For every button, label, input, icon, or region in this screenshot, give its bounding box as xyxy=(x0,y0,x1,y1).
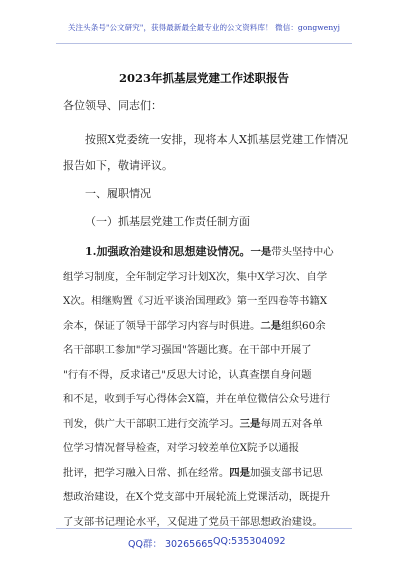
paragraph-line xyxy=(63,338,349,363)
paragraph-run-pre: 批评，把学习融入日常、抓在经常。 xyxy=(63,466,230,479)
paragraph-line xyxy=(63,436,349,461)
paragraph-line xyxy=(63,289,349,314)
paragraph-run-bold: 二是 xyxy=(260,319,282,332)
paragraph-run-pre: 组学习制度，全年制定学习计划X次，集中X学习次、自学 xyxy=(63,270,328,283)
paragraph-run-lead: 1.加强政治建设和思想建设情况。 xyxy=(85,245,251,258)
paragraph-run-pre: 位学习情况督导检查，对学习较差单位X院予以通报 xyxy=(63,442,299,454)
paragraph-line xyxy=(63,387,349,412)
body-paragraph xyxy=(63,240,349,534)
paragraph-run-pre: 和不足，收到手写心得体会X篇，并在单位微信公众号进行 xyxy=(63,393,331,405)
paragraph-run-pre: 名干部职工参加"学习强国"答题比赛。在干部中开展了 xyxy=(63,344,312,356)
paragraph-line xyxy=(63,240,349,265)
paragraph-run-pre: 想政治建设，在X个党支部中开展轮流上党课活动，既提升 xyxy=(63,491,331,503)
paragraph-line xyxy=(63,412,349,437)
paragraph-line xyxy=(63,314,349,339)
paragraph-run-post: 组织60余 xyxy=(281,319,326,332)
document-title: 2023年抓基层党建工作述职报告 xyxy=(118,71,289,85)
paragraph-run-pre: 了支部书记理论水平，又促进了党员干部思想政治建设。 xyxy=(63,515,323,528)
paragraph-run-bold: 四是 xyxy=(229,466,251,479)
header-divider xyxy=(56,43,352,44)
greeting: 各位领导、同志们： xyxy=(63,99,162,112)
paragraph-line xyxy=(63,363,349,388)
paragraph-run-post: 每周五对各单 xyxy=(260,417,323,430)
paragraph-run-pre: 余本，保证了领导干部学习内容与时俱进。 xyxy=(63,319,261,332)
paragraph-run-post: 带头坚持中心 xyxy=(271,246,334,258)
subsection-heading: （一）抓基层党建工作责任制方面 xyxy=(85,215,250,228)
footer-divider xyxy=(56,528,352,529)
paragraph-line xyxy=(63,485,349,510)
paragraph-line xyxy=(63,265,349,290)
paragraph-run-bold: 三是 xyxy=(239,417,261,430)
qq-group-text: QQ群： 30265665 xyxy=(128,539,214,550)
paragraph-line xyxy=(63,461,349,486)
qq-contact-text: QQ:535304092 xyxy=(213,536,286,547)
section-heading: 一、履职情况 xyxy=(85,187,151,200)
intro-paragraph: 按照X党委统一安排，现将本人X抓基层党建工作情况报告如下，敬请评议。 xyxy=(63,133,348,172)
paragraph-run-pre: X次。相继购置《习近平谈治国理政》第一至四卷等书籍X xyxy=(63,295,328,307)
paragraph-run-bold: 一是 xyxy=(250,246,272,258)
paragraph-run-post: 加强支部书记思 xyxy=(250,466,323,479)
paragraph-line xyxy=(63,510,349,535)
paragraph-run-pre: "行有不得，反求诸己"反思大讨论，认真查摆自身问题 xyxy=(63,368,312,381)
promo-header: 关注头条号"公文研究"，获得最新最全最专业的公文资料库！ 微信：gongwenyj xyxy=(67,23,341,32)
paragraph-run-pre: 刊发，供广大干部职工进行交流学习。 xyxy=(63,417,240,430)
